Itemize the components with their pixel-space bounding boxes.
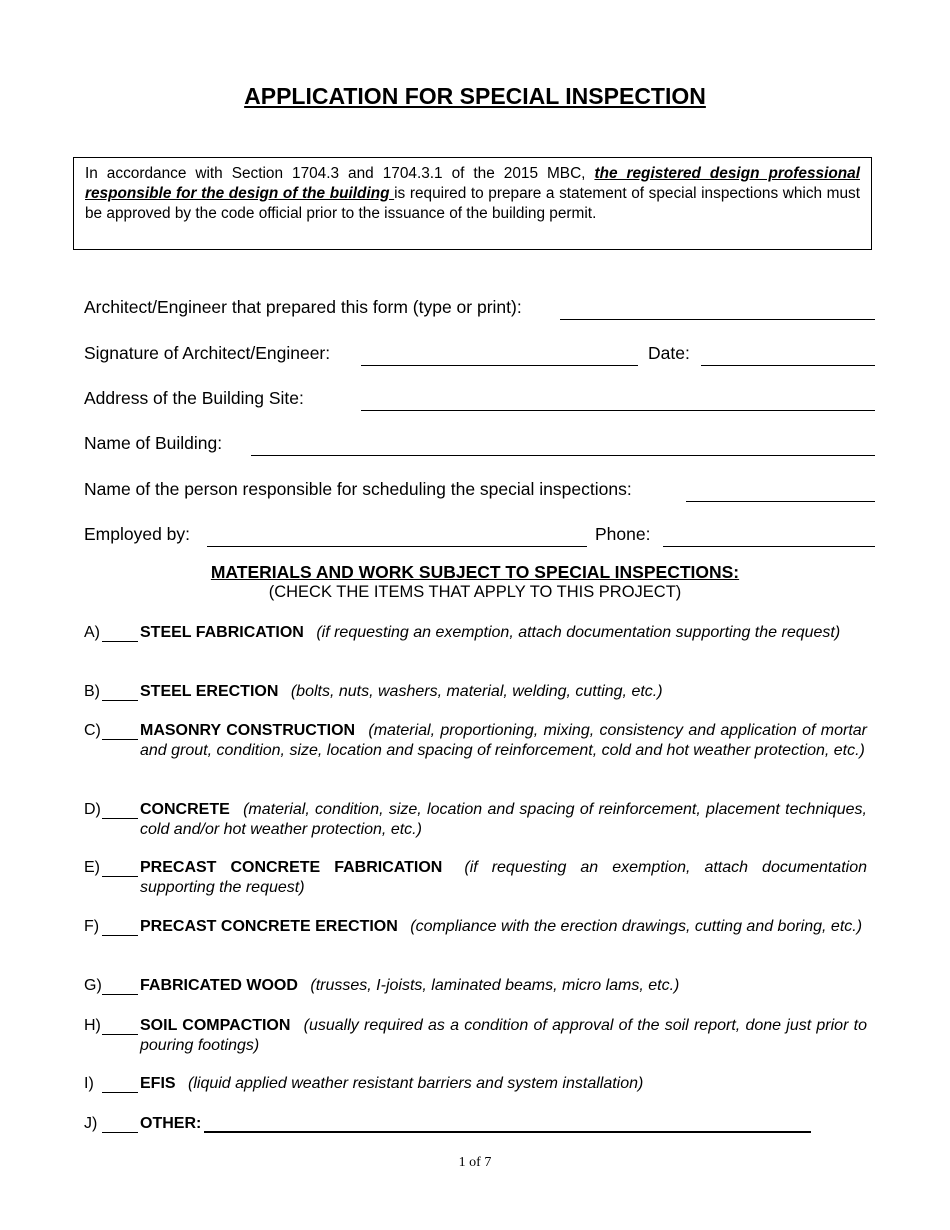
item-letter: D)	[84, 801, 101, 818]
item-letter: C)	[84, 722, 101, 739]
item-description: (trusses, I-joists, laminated beams, micro lams, etc.)	[310, 977, 680, 994]
inspection-item	[140, 1016, 867, 1056]
architect-label: Architect/Engineer that prepared this form (type or print):	[84, 297, 522, 317]
item-name: PRECAST CONCRETE FABRICATION	[140, 859, 443, 876]
phone-label: Phone:	[595, 524, 651, 544]
item-name: OTHER:	[140, 1115, 202, 1132]
item-name: STEEL ERECTION	[140, 683, 279, 700]
inspection-item	[140, 682, 867, 702]
other-field[interactable]	[204, 1131, 811, 1133]
item-name: PRECAST CONCRETE ERECTION	[140, 918, 398, 935]
checkbox-blank-masonry[interactable]	[102, 739, 138, 740]
scheduler-field[interactable]	[686, 501, 875, 502]
notice-text-1: In accordance with Section 1704.3 and 1704.3.1 of the 2015 MBC,	[85, 165, 595, 182]
item-letter: I)	[84, 1075, 94, 1092]
item-name: MASONRY CONSTRUCTION	[140, 722, 356, 739]
checkbox-blank-efis[interactable]	[102, 1092, 138, 1093]
section-title: MATERIALS AND WORK SUBJECT TO SPECIAL INSPECTIONS:	[210, 562, 740, 582]
checkbox-blank-precast-fabrication[interactable]	[102, 876, 138, 877]
checkbox-blank-soil-compaction[interactable]	[102, 1034, 138, 1035]
item-letter: G)	[84, 977, 102, 994]
inspection-item	[140, 1074, 867, 1094]
item-name: FABRICATED WOOD	[140, 977, 298, 994]
item-name: STEEL FABRICATION	[140, 624, 304, 641]
item-description: (if requesting an exemption, attach documentation supporting the request)	[140, 859, 868, 896]
item-name: SOIL COMPACTION	[140, 1017, 291, 1034]
item-description: (usually required as a condition of approval of the soil report, done just prior to pouring footings)	[140, 1017, 867, 1054]
checkbox-blank-other[interactable]	[102, 1132, 138, 1133]
item-description: (liquid applied weather resistant barriers and system installation)	[188, 1075, 644, 1092]
checkbox-blank-precast-erection[interactable]	[102, 935, 138, 936]
item-description: (if requesting an exemption, attach documentation supporting the request)	[316, 624, 841, 641]
address-field[interactable]	[361, 410, 875, 411]
phone-field[interactable]	[663, 546, 875, 547]
signature-label: Signature of Architect/Engineer:	[84, 343, 331, 363]
item-description: (bolts, nuts, washers, material, welding, cutting, etc.)	[290, 683, 663, 700]
item-description: (compliance with the erection drawings, cutting and boring, etc.)	[410, 918, 863, 935]
item-description: (material, proportioning, mixing, consistency and application of mortar and grout, condition, size, location and spacing of reinforcement, cold and hot weather protection, etc.)	[140, 722, 867, 759]
scheduler-label: Name of the person responsible for scheduling the special inspections:	[84, 479, 632, 499]
page-number: 1 of 7	[458, 1155, 492, 1170]
date-label: Date:	[648, 343, 690, 363]
address-label: Address of the Building Site:	[84, 388, 304, 408]
notice-box	[73, 157, 872, 250]
notice-emphasis: the registered design professional responsible for the design of the building	[85, 165, 860, 202]
inspection-item	[140, 800, 867, 840]
notice-text-2: is required to prepare a statement of special inspections which must be approved by the code official prior to the issuance of the building permit.	[85, 185, 861, 222]
date-field[interactable]	[701, 365, 875, 366]
inspection-item	[140, 917, 867, 937]
checkbox-blank-steel-erection[interactable]	[102, 700, 138, 701]
item-letter: J)	[84, 1115, 98, 1132]
inspection-item	[140, 858, 867, 898]
section-subtitle: (CHECK THE ITEMS THAT APPLY TO THIS PROJECT)	[268, 583, 682, 601]
item-description: (material, condition, size, location and spacing of reinforcement, placement techniques, cold and/or hot weather protection, etc.)	[140, 801, 867, 838]
checkbox-blank-concrete[interactable]	[102, 818, 138, 819]
signature-field[interactable]	[361, 365, 638, 366]
item-letter: B)	[84, 683, 100, 700]
item-name: EFIS	[140, 1075, 176, 1092]
architect-field[interactable]	[560, 319, 875, 320]
checkbox-blank-fabricated-wood[interactable]	[102, 994, 138, 995]
item-letter: E)	[84, 859, 100, 876]
item-letter: H)	[84, 1017, 101, 1034]
item-letter: A)	[84, 624, 100, 641]
inspection-item	[140, 976, 867, 996]
checkbox-blank-steel-fabrication[interactable]	[102, 641, 138, 642]
building-name-field[interactable]	[251, 455, 875, 456]
item-letter: F)	[84, 918, 100, 935]
page-title: APPLICATION FOR SPECIAL INSPECTION	[244, 83, 706, 109]
employed-by-field[interactable]	[207, 546, 587, 547]
inspection-item	[140, 623, 867, 643]
item-name: CONCRETE	[140, 801, 230, 818]
inspection-item	[140, 721, 867, 761]
building-name-label: Name of Building:	[84, 433, 223, 453]
employed-by-label: Employed by:	[84, 524, 191, 544]
